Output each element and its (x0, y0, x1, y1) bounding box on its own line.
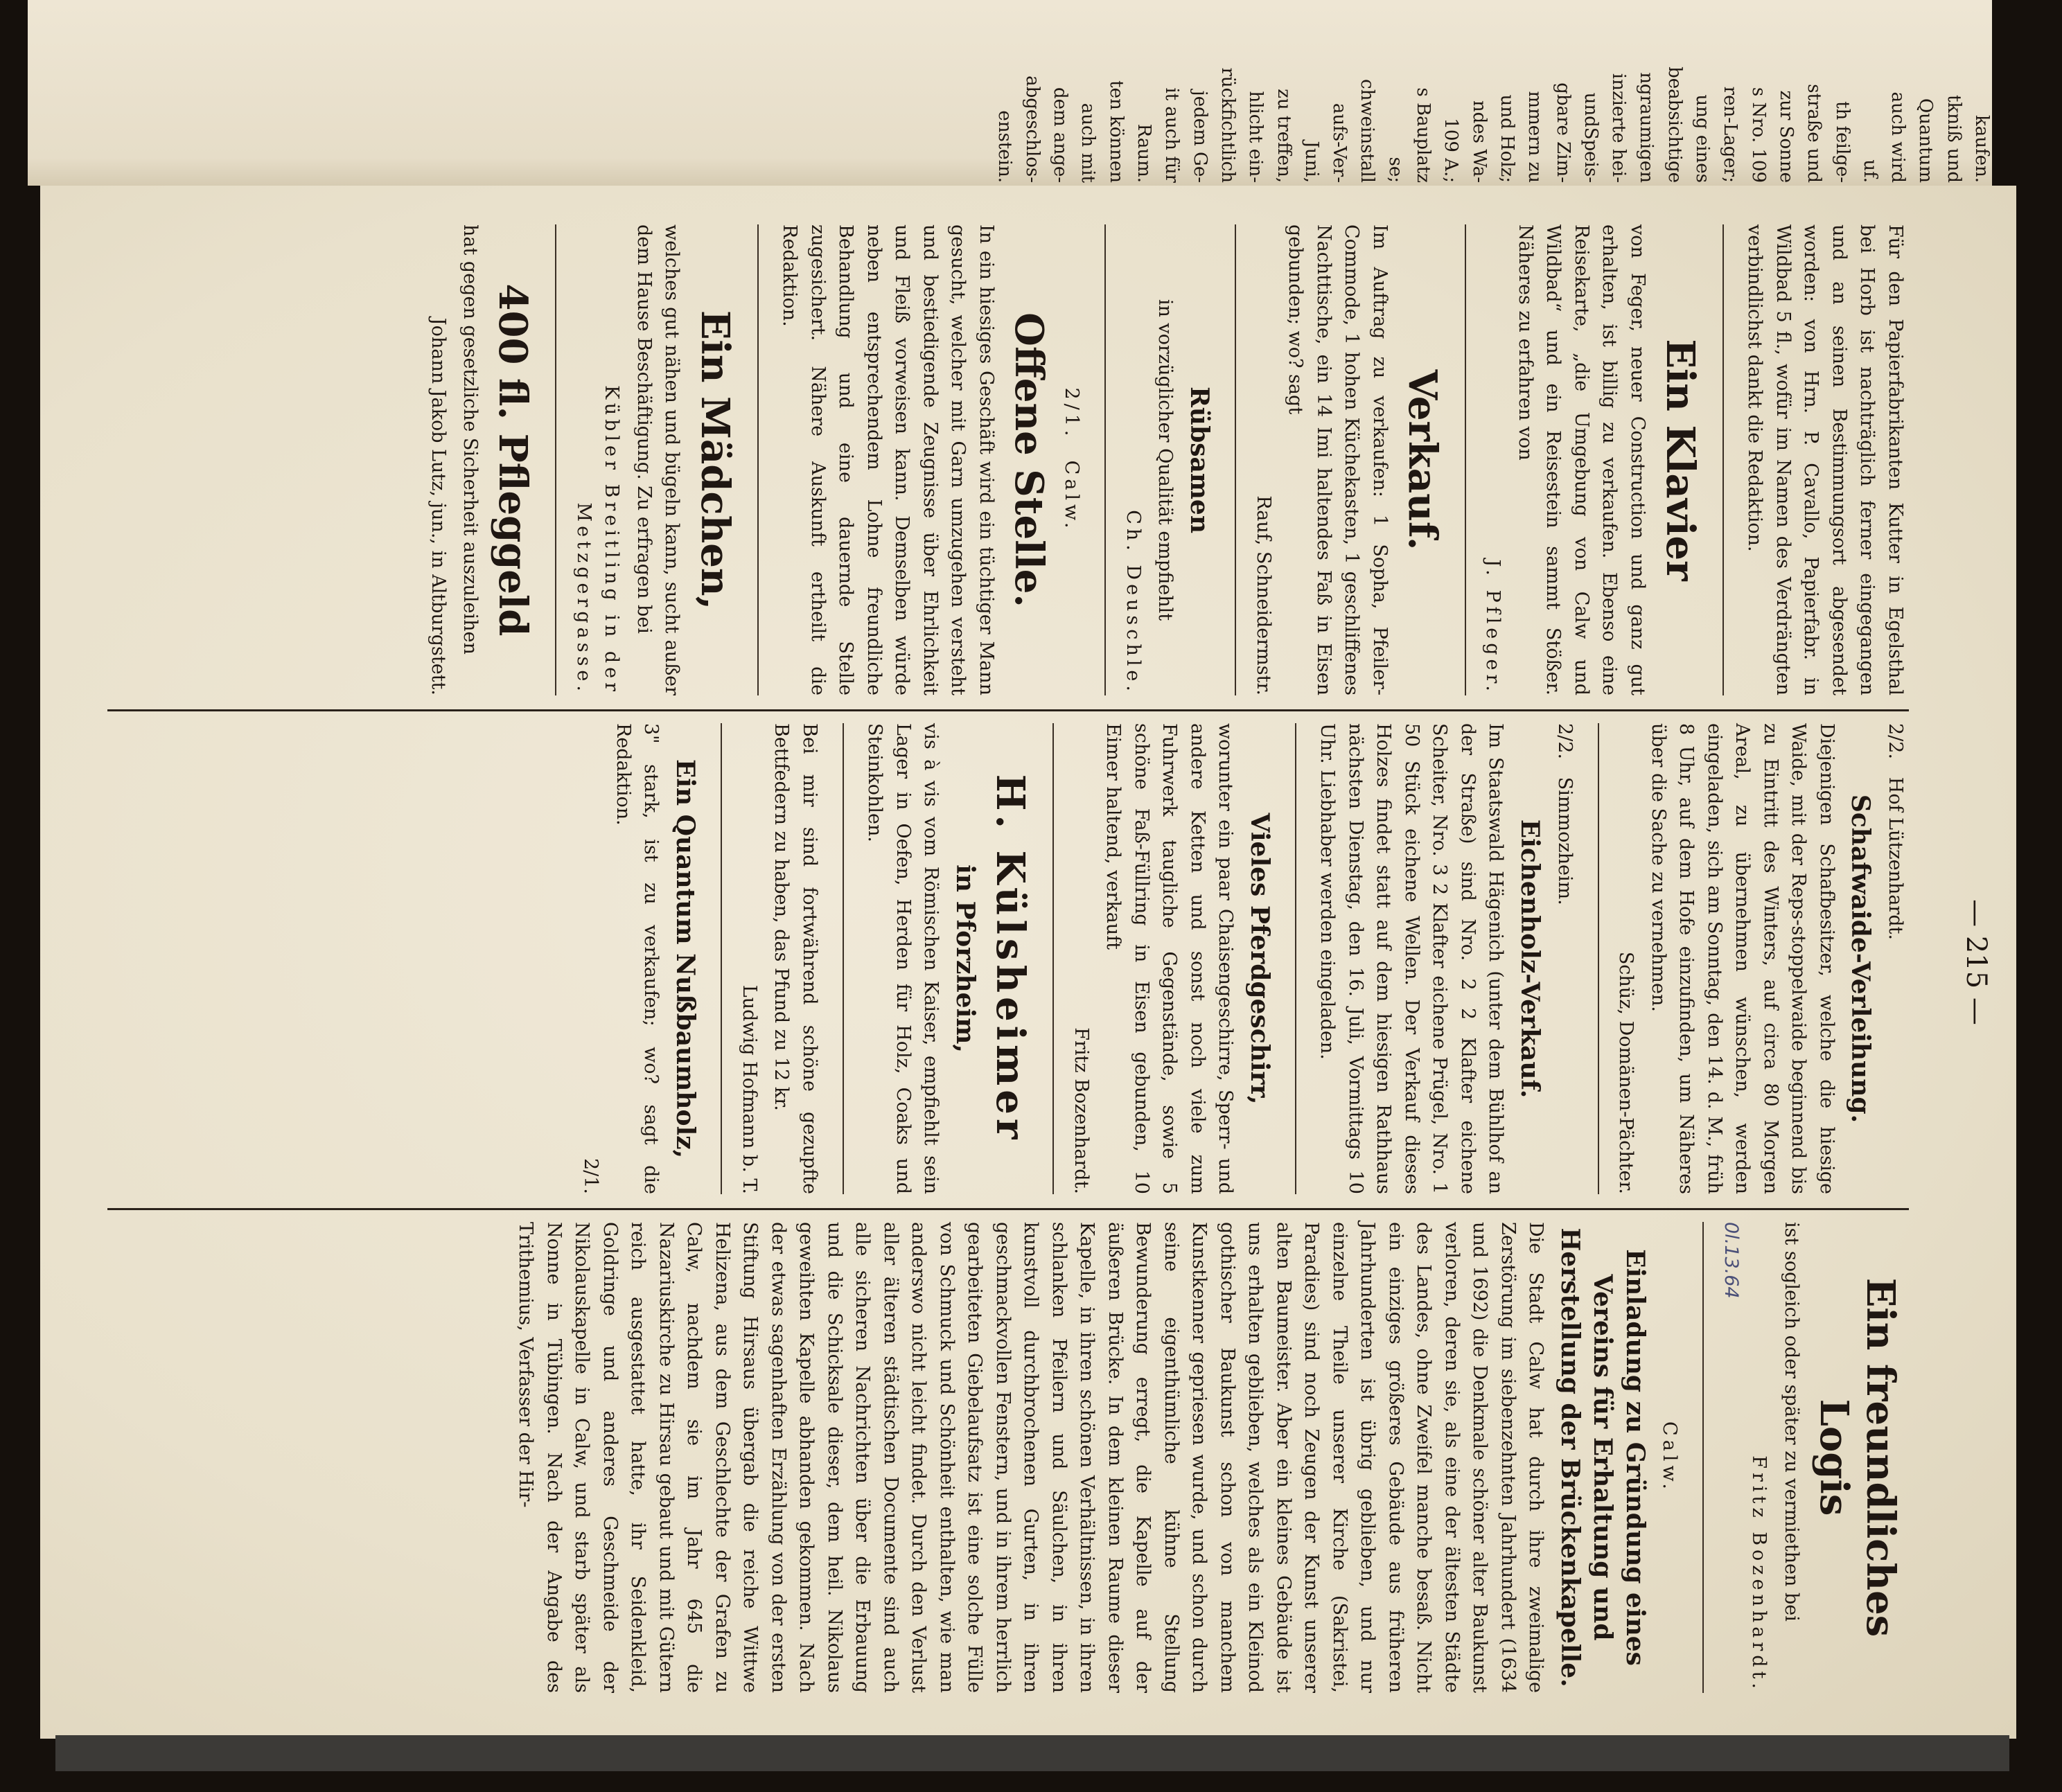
ad-text: in vorzüglicher Qualität empfiehlt (1154, 299, 1177, 621)
ad-title: Vieles Pferdgeschirr, (1244, 813, 1274, 1105)
ad-place-name: Hof Lützenhardt. (1885, 777, 1906, 941)
ad-signature: Rauf, Schneidermstr. (1252, 495, 1274, 695)
ad-signature: Kübler Breitling in der Metzgergasse. (572, 385, 623, 695)
previous-page-line: dem ange- (1050, 87, 1071, 183)
previous-page-line: mmern zu (1524, 91, 1546, 183)
ad-signature: Ludwig Hofmann b. T. (738, 984, 760, 1194)
ad-ruebsamen (1104, 224, 1215, 695)
ad-papierfabrikant (1722, 224, 1909, 695)
previous-page-text (125, 3, 1995, 183)
previous-page-line: enstein. (994, 110, 1015, 183)
ad-title: H. Külsheimer (987, 774, 1034, 1144)
ad-signature: Fritz Bozenhardt. (1748, 1455, 1770, 1693)
ad-title: Einladung zu Gründung eines Vereins für Erhaltung und Herstellung der Brückenkapelle. (1556, 1227, 1650, 1687)
previous-page-line: s Nro. 109 (1747, 87, 1769, 183)
column-right (475, 1222, 1909, 1693)
ad-kuelsheimer (843, 723, 1033, 1194)
previous-page-line: se; (1384, 157, 1406, 183)
ad-place (1550, 723, 1578, 1194)
ad-title: Ein freundliches Logis (1810, 1277, 1903, 1638)
ad-text: 3" stark, ist zu verkaufen; wo? sagt die Redaktion. (612, 723, 662, 1194)
ad-title: Ein Mädchen, (691, 310, 738, 610)
ad-offene-stelle (757, 224, 1086, 695)
ad-klavier (1465, 224, 1703, 695)
ad-signature: Ch. Deuschle. (1122, 510, 1144, 695)
ad-title: Ein Klavier (1657, 339, 1703, 581)
ad-number: 2/2. (1553, 723, 1576, 760)
previous-page-line: chweinstall (1357, 79, 1378, 183)
ad-verkauf (1235, 224, 1445, 695)
previous-page-line: 109 A.; (1440, 118, 1462, 183)
previous-page-line: aufs-Ver- (1329, 103, 1350, 183)
ad-logis (1702, 1222, 1903, 1693)
ad-signature: Fritz Bozenhardt. (1070, 1027, 1092, 1194)
ad-place-name: Calw. (1061, 460, 1083, 533)
ad-text: Die Stadt Calw hat durch ihre zweimalige Zerstörung im siebenzehnten Jahrhundert (1634 und 1692) die Denkmale schöner alter Baukunst verloren, deren sie, als eine der ältesten Städte des Landes, ohne Zweifel manche besaß. Nicht ein einziges größeres Gebäude aus früheren Jahrhunderten ist übrig geblieben, und nur einzelne Theile unserer Kirche (Sakristei, Paradies) sind noch Zeugen der Kunst unserer alten Baumeister. Aber ein kleines Gebäude ist uns erhalten geblieben, welches als ein Kleinod gothischer Baukunst schon von manchem Kunstkenner gepriesen wurde, und schon durch seine eigenthümliche kühne Stellung Bewunderung erregt, die Kapelle auf der äußeren Brücke. In dem kleinen Raume dieser Kapelle, in ihren schönen Verhältnissen, in ihren schlanken Pfeilern und Säulchen, in ihren kunstvoll durchbrochenen Gurten, in ihren geschmackvollen Fenstern, und in ihrem herrlich gearbeiteten Giebelaufsatz ist eine solche Fülle von Schmuck und Schönheit enthalten, wie man anderswo nicht leicht findet. Durch den Verlust aller älteren städtischen Documente sind auch alle sicheren Nachrichten über die Erbauung und die Schicksale dieser, dem heil. Nikolaus geweihten Kapelle abhanden gekommen. Nach der etwas sagenhaften Erzählung von der ersten Stiftung Hirsaus übergab die reiche Wittwe Helizena, aus dem Geschlechte der Grafen zu Calw, nachdem sie im Jahr 645 die Nazariuskirche zu Hirsau gebaut und mit Gütern reich ausgestattet hatte, ihr Seidenkleid, Goldringe und anderes Geschmeide der Nikolauskapelle in Calw, und starb später als Nonne in Tübingen. Nach der Angabe des Trithemius, Verfasser der Hir- (515, 1222, 1547, 1693)
ad-text: hat gegen gesetzliche Sicherheit auszuleihen (459, 224, 482, 655)
previous-page-line: und Holz; (1496, 94, 1517, 183)
page-content (80, 197, 2027, 1728)
ad-text: Im Staatswald Hägenich (unter dem Bühlhof an der Straße) sind Nro. 2 2 Klafter eichene Scheiter, Nro. 3 2 Klafter eichene Prügel, Nro. 1 50 Stück eichene Wellen. Der Verkauf dieses Holzes findet statt auf dem hiesigen Rathhaus nächsten Dienstag, den 16. Juli, Vormittags 10 Uhr. Liebhaber werden eingeladen. (1316, 723, 1507, 1194)
ad-title: Ein Quantum Nußbaumholz, (671, 759, 700, 1159)
ad-signature: Schüz, Domänen-Pächter. (1615, 951, 1637, 1194)
previous-page-line: ngraumigen (1636, 72, 1657, 183)
column-middle (545, 723, 1909, 1194)
ad-text: von Feger, neuer Construction und ganz gut erhalten, ist billig zu verkaufen. Ebenso eine Reisekarte, „die Umgebung von Calw und Wildbad“ und ein Reisestein sammt Stößer. Näheres zu erfahren von (1514, 224, 1648, 695)
ad-number: 2/1. (580, 1157, 602, 1194)
ad-signature: J. Pfleger. (1482, 559, 1504, 695)
ad-text: welches gut nähen und bügeln kann, sucht außer dem Hause Beschäftigung. Zu erfragen bei (633, 224, 683, 695)
ad-title: Offene Stelle. (1005, 312, 1052, 607)
previous-page-lines (990, 3, 1995, 183)
previous-page-line: beabsichtige (1664, 66, 1685, 183)
ad-schafwaide (1598, 723, 1909, 1194)
ad-title: Verkauf. (1399, 369, 1445, 551)
previous-page-line: undSpeis- (1580, 92, 1601, 183)
ad-text: Im Auftrag zu verkaufen: 1 Sopha, Pfeiler-Commode, 1 hohen Küchekasten, 1 geschliffenes Nachttische, ein 14 Imi haltendes Faß in Eisen gebunden; wo? sagt (1285, 224, 1391, 695)
previous-page-line: abgeschlos- (1021, 76, 1043, 183)
ad-text: worunter ein paar Chaisengeschirre, Sperr- und andere Ketten und sonst noch viele zum Fuhrwerk taugliche Gegenstände, sowie 5 schöne Faß-Füllring in Eisen gebunden, 10 Eimer haltend, verkauft (1102, 723, 1237, 1194)
previous-page-line: hlicht ein- (1245, 91, 1267, 183)
previous-page-line: ung eines (1692, 94, 1713, 183)
previous-page-line: straße und (1804, 84, 1825, 183)
previous-page-line: Juni, (1301, 141, 1322, 183)
ad-title: Schafwaide-Verleihung. (1846, 794, 1876, 1124)
ad-subtitle: in Pforzheim, (950, 864, 980, 1053)
page-header (1944, 197, 1999, 1728)
ad-place-name: Calw. (1659, 1421, 1681, 1493)
ad-pferdgeschirr (1052, 723, 1276, 1194)
ad-place (1881, 723, 1910, 1194)
ad-title: Eichenholz-Verkauf. (1515, 819, 1545, 1099)
ad-eichenholz (1295, 723, 1578, 1194)
column-rule (107, 709, 1909, 711)
previous-page-line: th feilge- (1831, 101, 1853, 183)
ad-signature: Johann Jakob Lutz, jun., in Altburgstett. (427, 317, 449, 695)
ad-text: In ein hiesiges Geschäft wird ein tüchtiger Mann gesucht, welcher mit Garn umzugehen versteht und bestiedigende Zeugnisse über Ehrlichkeit und Fleiß vorweisen kann. Demselben würde neben entsprechendem Lohne freundliche Behandlung und eine dauernde Stelle zugesichert. Nähere Auskunft ertheilt die Redaktion. (779, 224, 997, 695)
ad-maedchen (555, 224, 737, 695)
page-number: — 215 — (1960, 899, 1992, 1025)
previous-page-edge (28, 0, 1992, 186)
previous-page-line: inzierte hei- (1608, 73, 1630, 183)
previous-page-line: zur Sonne (1775, 90, 1797, 183)
previous-page-line: Raum. (1134, 123, 1155, 183)
previous-page-line: gbare Zim- (1552, 82, 1574, 183)
ad-text: Für den Papierfabrikanten Kutter in Egelsthal bei Horb ist nachträglich ferner eingegangen und an seinen Bestimmungsort abgesendet worden: von Hrn. P. Cavallo, Papierfabr. in Wildbad 5 fl., wofür im Namen des Verdrängten verbindlichst dankt die Redaktion. (1744, 224, 1906, 695)
ad-title: 400 fl. Pfleggeld (490, 283, 536, 637)
previous-page-line: auch mit (1077, 103, 1099, 183)
ad-number: 2/1. (1061, 387, 1083, 441)
ad-title: Rübsamen (1185, 386, 1215, 534)
previous-page-line: auch wird (1887, 91, 1909, 183)
ad-text: Bei mir sind fortwährend schöne gezupfte Bettfedern zu haben, das Pfund zu 12 kr. (770, 723, 820, 1194)
ad-place (1057, 224, 1086, 695)
ad-nussbaumholz (564, 723, 701, 1194)
previous-page-line: kaufen. (1971, 114, 1992, 183)
previous-page-line: ten können (1105, 80, 1127, 183)
previous-page-line: s Bauplatz (1413, 87, 1434, 183)
column-rule (107, 1208, 1909, 1210)
ad-text: Diejenigen Schafbesitzer, welche die hiesige Waide, mit der Reps-stoppelwaide beginnend bis zu Eintritt des Winters, auf circa 80 Morgen Areal, zu übernehmen wünschen, werden eingeladen, sich am Sonntag, den 14. d. M., früh 8 Uhr, auf dem Hofe einzufinden, um Näheres über die Sache zu vernehmen. (1647, 723, 1838, 1194)
previous-page-line: Quantum (1915, 98, 1937, 183)
ad-place-name: Simmozheim. (1553, 777, 1576, 905)
ad-pfleggeld (411, 224, 536, 695)
pencil-annotation: 0l.13.64 (1720, 1222, 1742, 1299)
binding-board (55, 1735, 2009, 1771)
previous-page-line: rückfichtlich (1217, 67, 1238, 183)
ad-einladung (495, 1222, 1683, 1693)
previous-page-line: uf. (1859, 159, 1880, 183)
ad-number: 2/2. (1885, 723, 1906, 760)
previous-page-line: ndes Wa- (1468, 100, 1490, 183)
previous-page-line: jedem Ge- (1189, 90, 1210, 183)
previous-page-line: zu treffen, (1273, 89, 1294, 183)
column-left (391, 224, 1909, 695)
previous-page-line: it auch für (1161, 87, 1183, 183)
ad-bettfedern (721, 723, 823, 1194)
ad-text: ist sogleich oder später zu vermiethen bei (1780, 1222, 1802, 1622)
ad-text: vis à vis vom Römischen Kaiser, empfiehlt sein Lager in Oefen, Herden für Holz, Coaks und Steinkohlen. (864, 723, 942, 1194)
previous-page-line: ren-Lager; (1720, 86, 1741, 183)
previous-page-line: tkniß und (1943, 94, 1964, 183)
